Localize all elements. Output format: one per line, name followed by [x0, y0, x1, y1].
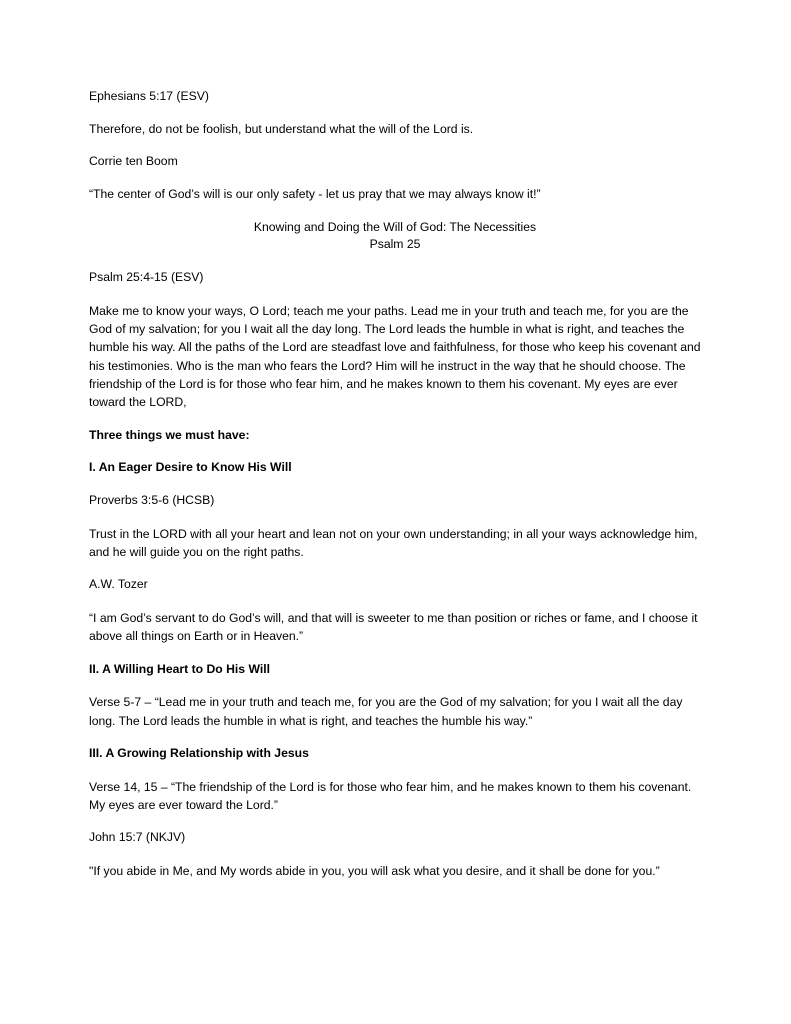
heading-three-things: Three things we must have:	[89, 427, 250, 442]
heading-point-two: II. A Willing Heart to Do His Will	[89, 661, 271, 676]
document-title-line-2: Psalm 25	[369, 237, 421, 252]
scripture-text-john: "If you abide in Me, and My words abide in you, you will ask what you desire, and it shall be done for you.”	[89, 863, 660, 878]
scripture-reference-john: John 15:7 (NKJV)	[89, 830, 186, 845]
quote-aw-tozer: “I am God’s servant to do God’s will, and that will is sweeter to me than position or riches or fame, and I choose it above all things on Earth or in Heaven.”	[89, 610, 698, 644]
scripture-text-ephesians: Therefore, do not be foolish, but understand what the will of the Lord is.	[89, 121, 474, 136]
scripture-text-verse-14-15: Verse 14, 15 – “The friendship of the Lord is for those who fear him, and he makes known to them his covenant. My eyes are ever toward the Lord.”	[89, 779, 692, 812]
scripture-reference-psalm: Psalm 25:4-15 (ESV)	[89, 270, 204, 285]
heading-point-three: III. A Growing Relationship with Jesus	[89, 745, 309, 760]
attribution-corrie-ten-boom: Corrie ten Boom	[89, 154, 178, 169]
scripture-text-verse-5-7: Verse 5-7 – “Lead me in your truth and teach me, for you are the God of my salvation; for you I wait all the day long. The Lord leads the humble in what is right, and teaches the humble his way.”	[89, 695, 683, 728]
document-title-line-1: Knowing and Doing the Will of God: The Necessities	[253, 219, 537, 234]
document-content	[89, 88, 701, 895]
quote-corrie-ten-boom: “The center of God’s will is our only safety - let us pray that we may always know it!”	[89, 187, 541, 202]
heading-point-one: I. An Eager Desire to Know His Will	[89, 460, 292, 475]
scripture-reference-ephesians: Ephesians 5:17 (ESV)	[89, 89, 209, 103]
document-title	[89, 219, 701, 254]
attribution-aw-tozer: A.W. Tozer	[89, 577, 148, 592]
scripture-text-proverbs: Trust in the LORD with all your heart and lean not on your own understanding; in all your ways acknowledge him, and he will guide you on the right paths.	[89, 526, 698, 559]
scripture-text-psalm: Make me to know your ways, O Lord; teach me your paths. Lead me in your truth and teach me, for you are the God of my salvation; for you I wait all the day long. The Lord leads the humble in what is right, and teaches the humble his way. All the paths of the Lord are steadfast love and faithfulness, for those who keep his covenant and his testimonies. Who is the man who fears the Lord? Him will he instruct in the way that he should choose. The friendship of the Lord is for those who fear him, and he makes known to them his covenant. My eyes are ever toward the LORD,	[89, 303, 701, 410]
scripture-reference-proverbs: Proverbs 3:5-6 (HCSB)	[89, 492, 215, 507]
